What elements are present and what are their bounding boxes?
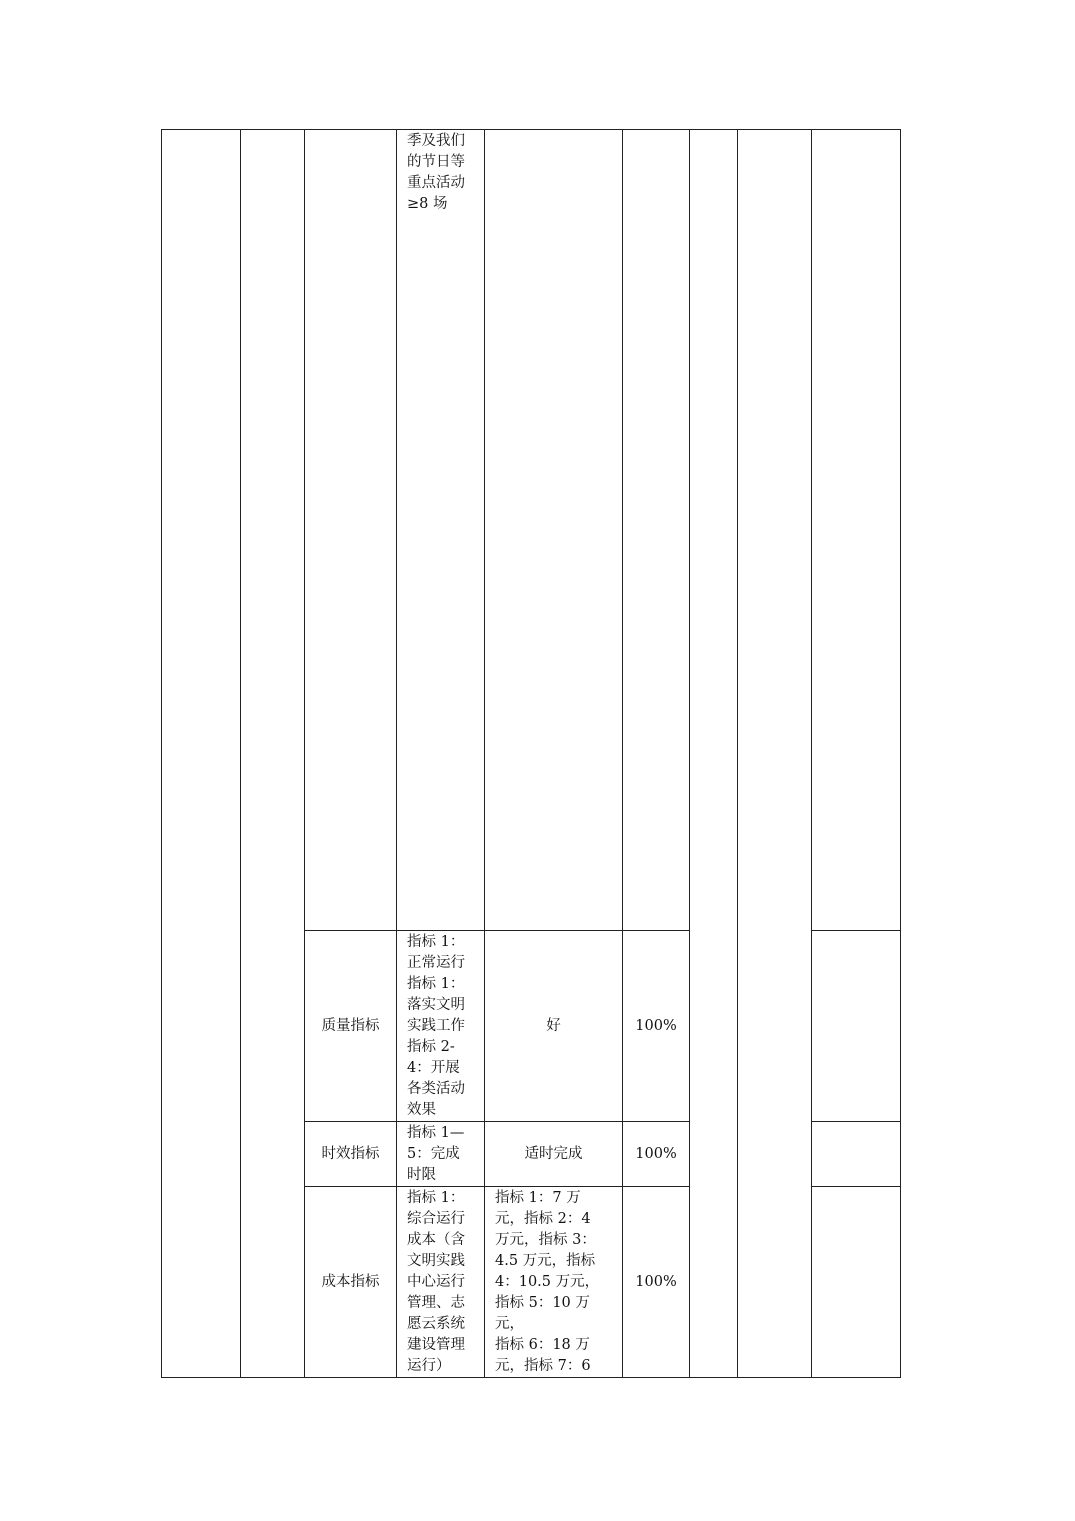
cell-quality-category: 质量指标 (305, 931, 397, 1122)
cell-quality-col9-blank (812, 931, 901, 1122)
cell-quality-indicator: 指标 1： 正常运行 指标 1： 落实文明 实践工作 指标 2- 4：开展 各类活动 效果 (397, 931, 485, 1122)
cell-quality-value: 好 (485, 931, 623, 1122)
table-row-quantity-continued (162, 130, 901, 931)
cell-timeliness-indicator: 指标 1— 5：完成 时限 (397, 1122, 485, 1187)
cell-timeliness-value: 适时完成 (485, 1122, 623, 1187)
cell-timeliness-weight: 100% (623, 1122, 690, 1187)
cell-quality-weight: 100% (623, 931, 690, 1122)
cell-col8-blank (738, 130, 812, 1378)
cell-cost-col9-blank (812, 1187, 901, 1378)
cell-cost-weight: 100% (623, 1187, 690, 1378)
performance-indicator-table (161, 129, 901, 1378)
cell-indicator: 季及我们 的节日等 重点活动 ≥8 场 (397, 130, 485, 931)
cell-timeliness-col9-blank (812, 1122, 901, 1187)
cell-col7-blank (690, 130, 738, 1378)
cell-col2-blank (241, 130, 305, 1378)
cell-timeliness-category: 时效指标 (305, 1122, 397, 1187)
cell-weight-blank (623, 130, 690, 931)
cell-cost-indicator: 指标 1： 综合运行 成本（含 文明实践 中心运行 管理、志 愿云系统 建设管理 运行） (397, 1187, 485, 1378)
cell-cost-category: 成本指标 (305, 1187, 397, 1378)
cell-category-blank (305, 130, 397, 931)
cell-value-blank (485, 130, 623, 931)
cell-col1-blank (162, 130, 241, 1378)
cell-cost-value: 指标 1：7 万 元，指标 2：4 万元，指标 3： 4.5 万元，指标 4：10.5 万元， 指标 5：10 万 元， 指标 6：18 万 元，指标 7：6 (485, 1187, 623, 1378)
cell-col9-blank (812, 130, 901, 931)
